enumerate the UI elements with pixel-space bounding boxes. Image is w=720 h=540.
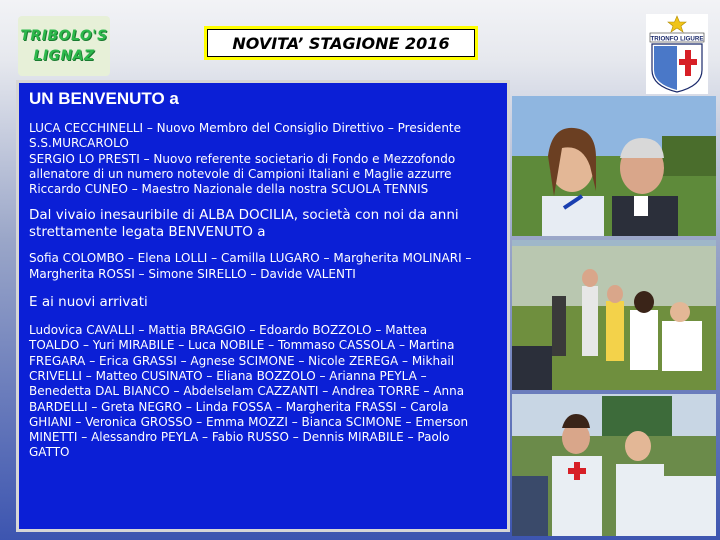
title-frame <box>204 26 478 60</box>
vivaio-heading-line2: strettamente legata BENVENUTO a <box>29 224 266 241</box>
vivaio-names <box>29 251 497 282</box>
vivaio-heading-line1: Dal vivaio inesauribile di ALBA DOCILIA, società con noi da anni <box>29 207 459 224</box>
photo-team <box>512 394 716 536</box>
arrivals-line: GHIANI – Veronica GROSSO – Emma MOZZI – Bianca SCIMONE – Emerson <box>29 414 469 429</box>
arrivals-line: GATTO <box>29 445 70 460</box>
arrivals-line: Benedetta DAL BIANCO – Abdelselam CAZZANTI – Andrea TORRE – Anna <box>29 384 465 399</box>
photo-collage <box>512 96 716 536</box>
staff-line: S.S.MURCAROLO <box>29 136 129 151</box>
arrivals-line: MINETTI – Alessandro PEYLA – Fabio RUSSO – Dennis MIRABILE – Paolo <box>29 430 450 445</box>
arrivals-line: BARDELLI – Greta NEGRO – Linda FOSSA – Margherita FRASSI – Carola <box>29 399 449 414</box>
photo-collage-image <box>512 96 716 536</box>
page-title: NOVITA’ STAGIONE 2016 <box>207 29 475 57</box>
photo-race <box>512 240 716 390</box>
logo-left-line1: TRIBOLO'S <box>20 28 108 44</box>
staff-line: Riccardo CUNEO – Maestro Nazionale della nostra SCUOLA TENNIS <box>29 182 429 197</box>
arrivals-line: CRIVELLI – Matteo CUSINATO – Eliana BOZZOLO – Arianna PEYLA – <box>29 368 427 383</box>
staff-section <box>29 121 497 197</box>
arrivals-line: Ludovica CAVALLI – Mattia BRAGGIO – Edoardo BOZZOLO – Mattea <box>29 323 428 338</box>
arrivals-line: FREGARA – Erica GRASSI – Agnese SCIMONE – Nicole ZEREGA – Mikhail <box>29 353 455 368</box>
staff-line: allenatore di un numero notevole di Campioni Italiani e Maglie azzurre <box>29 166 452 181</box>
arrivals-heading: E ai nuovi arrivati <box>29 294 148 311</box>
arrivals-list <box>29 323 497 461</box>
panel-heading: UN BENVENUTO a <box>29 89 179 108</box>
logo-left <box>18 16 110 76</box>
staff-line: LUCA CECCHINELLI – Nuovo Membro del Consiglio Direttivo – Presidente <box>29 121 462 135</box>
club-crest-logo <box>646 14 708 94</box>
crest-icon <box>646 14 708 94</box>
crest-caption: TRIONFO LIGURE <box>650 35 704 43</box>
news-panel <box>16 80 510 532</box>
vivaio-names-line: Sofia COLOMBO – Elena LOLLI – Camilla LUGARO – Margherita MOLINARI – <box>29 251 472 266</box>
arrivals-line: TOALDO – Yuri MIRABILE – Luca NOBILE – Tommaso CASSOLA – Martina <box>29 338 455 353</box>
photo-staff-portrait <box>512 96 716 236</box>
vivaio-heading <box>29 207 497 241</box>
vivaio-names-line: Margherita ROSSI – Simone SIRELLO – Davide VALENTI <box>29 266 356 281</box>
logo-left-line2: LIGNAZ <box>33 48 95 64</box>
staff-line: SERGIO LO PRESTI – Nuovo referente societario di Fondo e Mezzofondo <box>29 151 456 166</box>
